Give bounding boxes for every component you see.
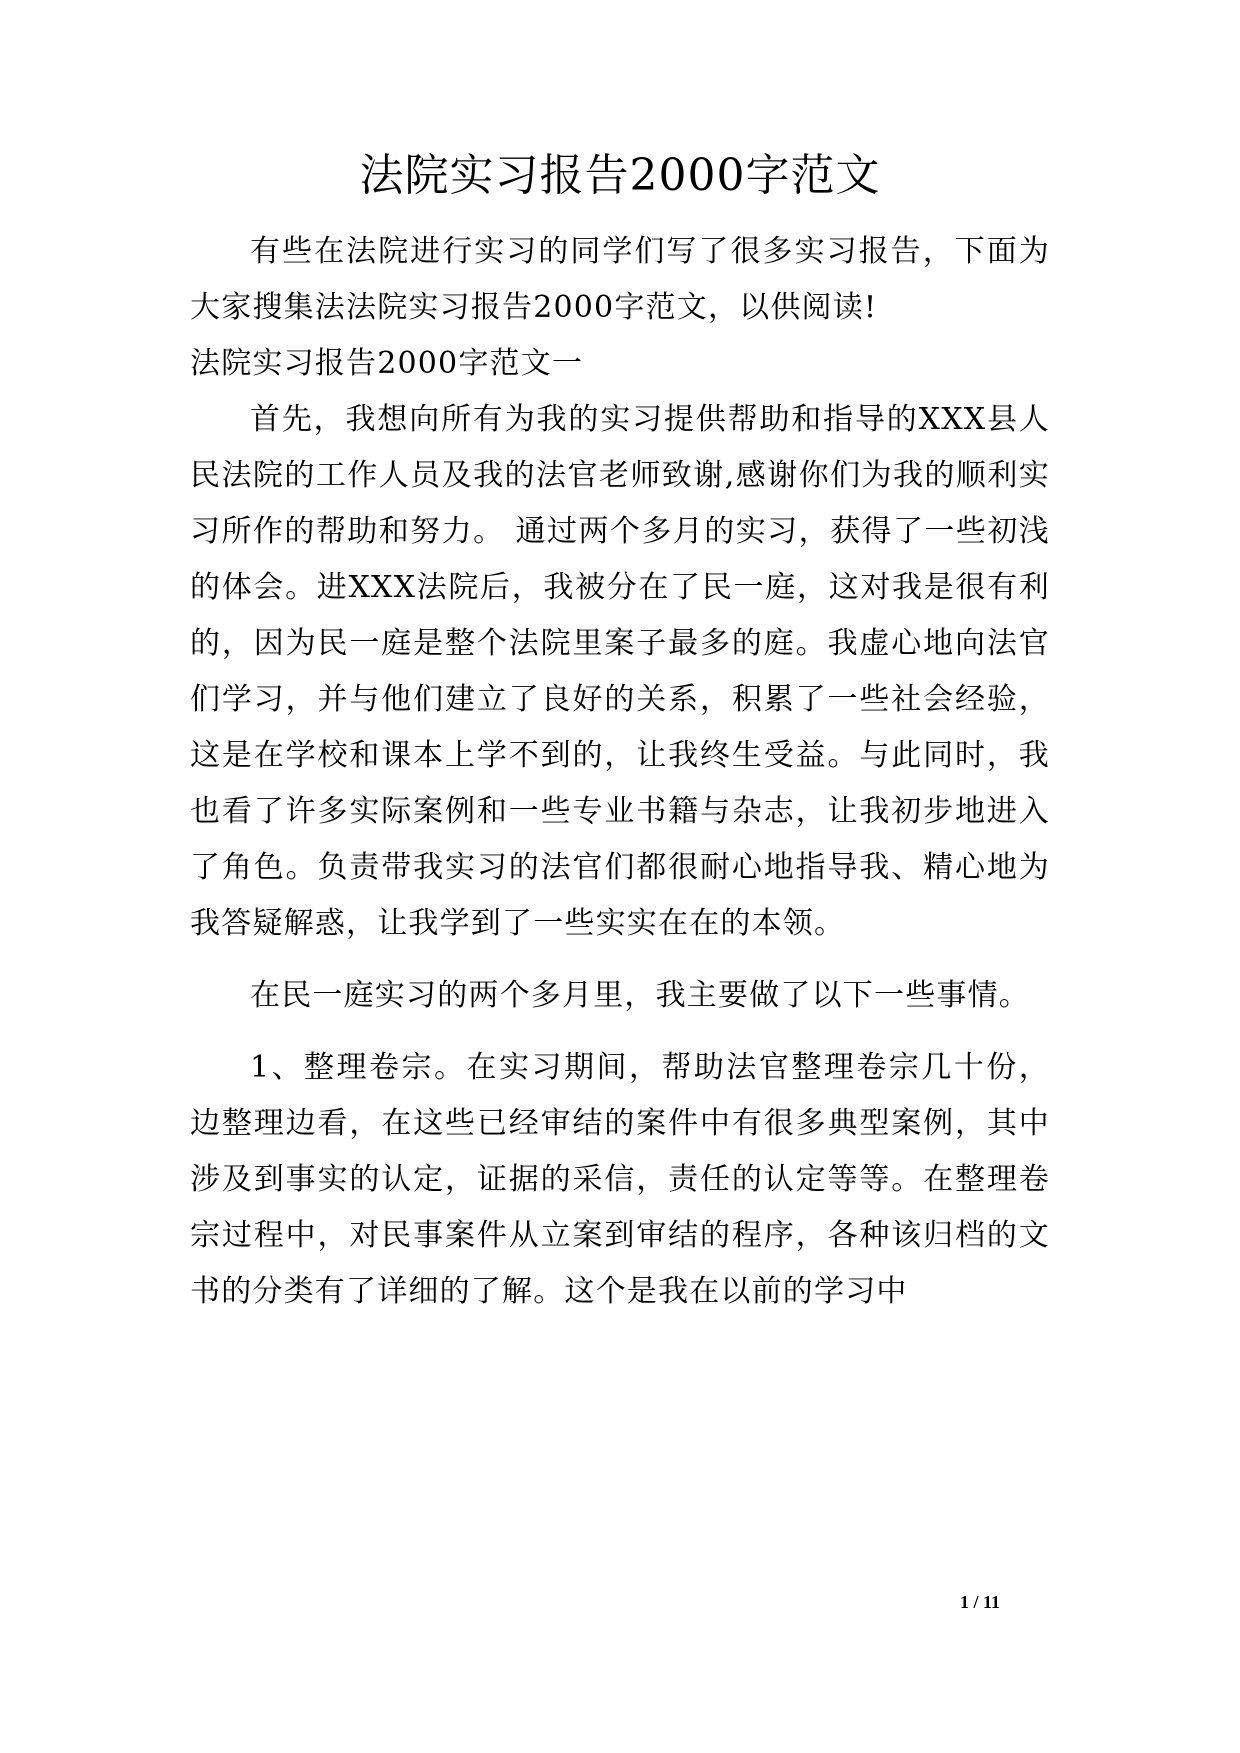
- section-heading: 法院实习报告2000字范文一: [190, 346, 584, 381]
- body-paragraph-3: 1、整理卷宗。在实习期间，帮助法官整理卷宗几十份，边整理边看，在这些已经审结的案件中有很多典型案例，其中涉及到事实的认定，证据的采信，责任的认定等等。在整理卷宗过程中，对民事案件从立案到审结的程序，各种该归档的文书的分类有了详细的了解。这个是我在以前的学习中: [190, 1050, 1050, 1309]
- body-paragraph-1: 首先，我想向所有为我的实习提供帮助和指导的XXX县人民法院的工作人员及我的法官老师致谢,感谢你们为我的顺利实习所作的帮助和努力。 通过两个多月的实习，获得了一些初浅的体会。进XXX法院后，我被分在了民一庭，这对我是很有利的，因为民一庭是整个法院里案子最多的庭。我虚心地向法官们学习，并与他们建立了良好的关系，积累了一些社会经验，这是在学校和课本上学不到的，让我终生受益。与此同时，我也看了许多实际案例和一些专业书籍与杂志，让我初步地进入了角色。负责带我实习的法官们都很耐心地指导我、精心地为我答疑解惑，让我学到了一些实实在在的本领。: [190, 402, 1050, 941]
- intro-paragraph: 有些在法院进行实习的同学们写了很多实习报告，下面为大家搜集法法院实习报告2000字范文，以供阅读!: [190, 234, 1050, 325]
- document-body: [190, 224, 1050, 1320]
- body-paragraph-2: 在民一庭实习的两个多月里，我主要做了以下一些事情。: [250, 978, 1030, 1013]
- document-title: 法院实习报告2000字范文: [359, 150, 881, 201]
- page-indicator: 1 / 11: [960, 1592, 1001, 1612]
